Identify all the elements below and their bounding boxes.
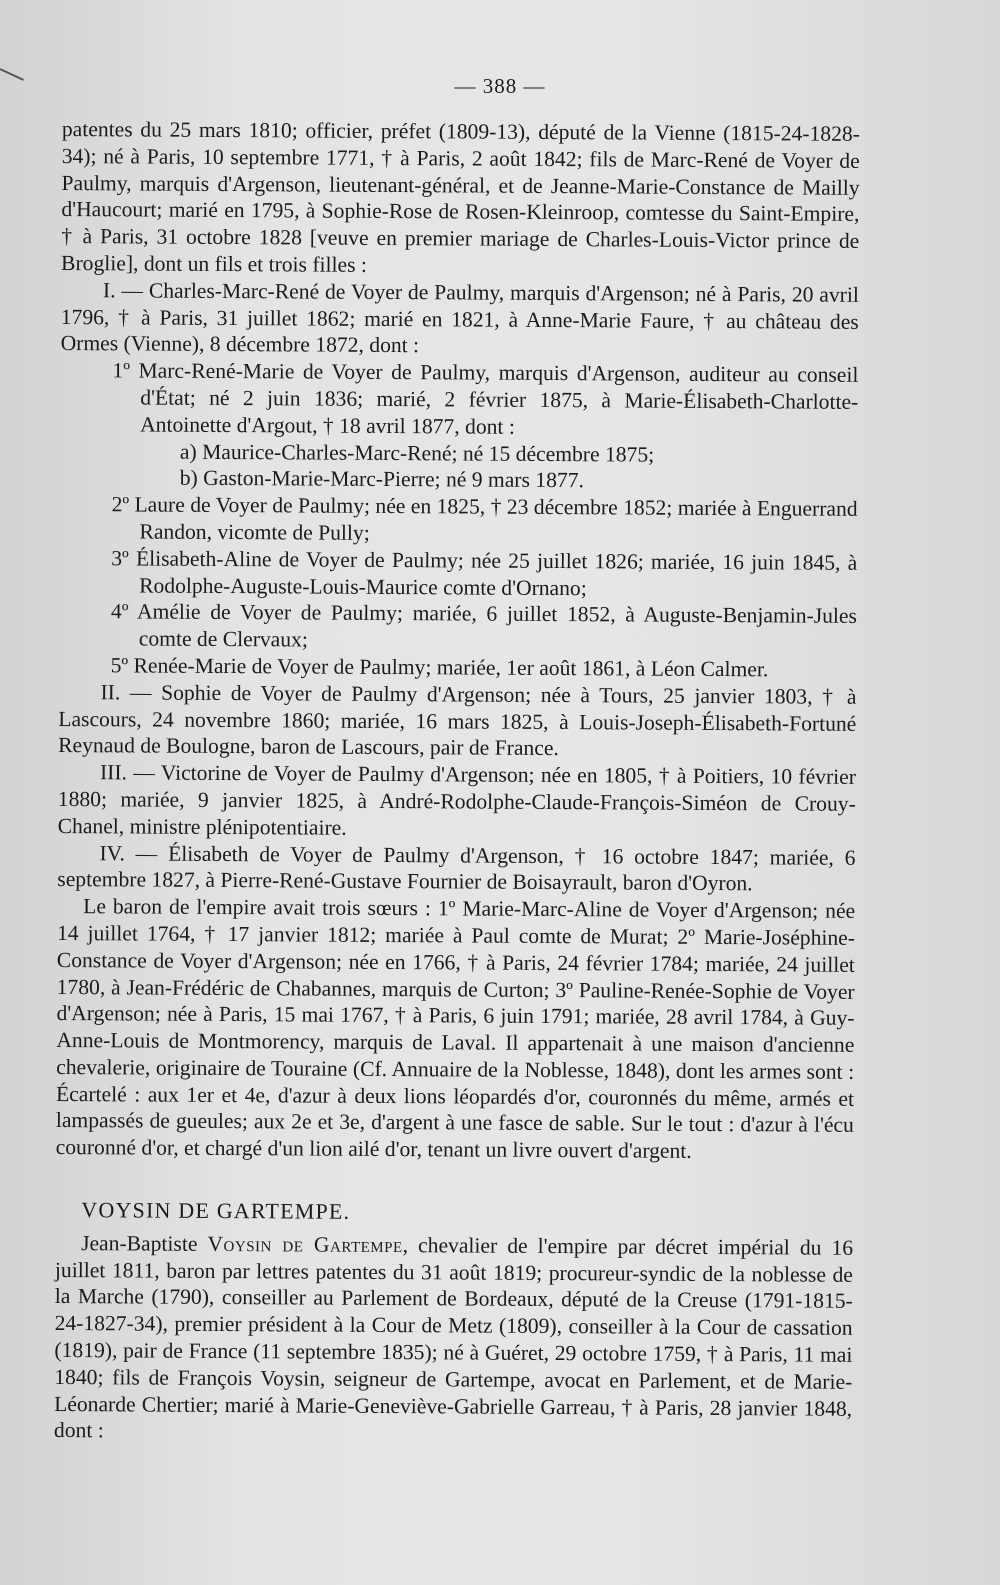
section-paragraph bbox=[54, 1230, 853, 1449]
entry-grandchild-b: b) Gaston-Marie-Marc-Pierre; né 9 mars 1877. bbox=[179, 466, 585, 493]
entry-grandchild-a: a) Maurice-Charles-Marc-René; né 15 décembre 1875; bbox=[179, 439, 655, 467]
entry-child-2: 2º Laure de Voyer de Paulmy; née en 1825, † 23 décembre 1852; mariée à Enguerrand Randon, vicomte de Pully; bbox=[111, 492, 858, 545]
entry-daughter-ii: II. — Sophie de Voyer de Paulmy d'Argenson; née à Tours, 25 janvier 1803, † à Lascours, 24 novembre 1860; mariée, 16 mars 1825, à Louis-Joseph-Élisabeth-Fortuné Reynaud de Boulogne, baron de Lascours, pair de France. bbox=[58, 679, 857, 761]
section-rest: , chevalier de l'empire par décret impérial du 16 juillet 1811, baron par lettres patentes du 31 août 1819; procureur-syndic de la noblesse de la Marche (1790), conseiller au Parlement de Bordeaux, député de la Creuse (1791-1815-24-1827-34), premier président à la Cour de Metz (1809), conseiller à la Cour de cassation (1819), pair de France (11 septembre 1835); né à Guéret, 29 octobre 1759, † à Paris, 11 mai 1840; fils de François Voysin, seigneur de Gartempe, avocat en Parlement, et de Marie-Léonarde Chertier; marié à Marie-Geneviève-Gabrielle Garreau, † à Paris, 28 janvier 1848, dont : bbox=[53, 1232, 854, 1443]
section-lead: Jean-Baptiste bbox=[81, 1231, 208, 1256]
continued-paragraph: patentes du 25 mars 1810; officier, préfet (1809-13), député de la Vienne (1815-24-1828-34); né à Paris, 10 septembre 1771, † à Paris, 2 août 1842; fils de Marc-René de Voyer de Paulmy, marquis d'Argenson, lieutenant-général, et de Jeanne-Marie-Constance de Mailly d'Haucourt; marié en 1795, à Sophie-Rose de Rosen-Kleinroop, comtesse du Saint-Empire, † à Paris, 31 octobre 1828 [veuve en premier mariage de Charles-Louis-Victor prince de Broglie], dont un fils et trois filles : bbox=[61, 116, 860, 277]
entry-child-1: 1º Marc-René-Marie de Voyer de Paulmy, marquis d'Argenson, auditeur au conseil d'État; né 2 juin 1836; marié, 2 février 1875, à Marie-Élisabeth-Charlotte-Antoinette d'Argout, † 18 avril 1877, dont : bbox=[112, 358, 859, 439]
page-body bbox=[54, 116, 860, 1449]
entry-child-4: 4º Amélie de Voyer de Paulmy; mariée, 6 juillet 1852, à Auguste-Benjamin-Jules comte de Clervaux; bbox=[110, 599, 858, 652]
entry-daughter-iii: III. — Victorine de Voyer de Paulmy d'Argenson; née en 1805, † à Poitiers, 10 février 1880; mariée, 9 janvier 1825, à André-Rodolphe-Claude-François-Siméon de Crouy-Chanel, ministre plénipotentiaire. bbox=[57, 760, 857, 840]
section-title: VOYSIN DE GARTEMPE. bbox=[81, 1197, 351, 1224]
section-name: Voysin de Gartempe bbox=[207, 1231, 403, 1257]
entry-child-5: 5º Renée-Marie de Voyer de Paulmy; mariée, 1er août 1861, à Léon Calmer. bbox=[110, 653, 769, 682]
entry-son-i: I. — Charles-Marc-René de Voyer de Paulmy, marquis d'Argenson; né à Paris, 20 avril 1796, † à Paris, 31 juillet 1862; marié en 1821, à Anne-Marie Faure, † au château des Ormes (Vienne), 8 décembre 1872, dont : bbox=[60, 278, 859, 358]
sisters-paragraph: Le baron de l'empire avait trois sœurs : 1º Marie-Marc-Aline de Voyer d'Argenson; née 14 juillet 1764, † 17 janvier 1812; mariée à Paul comte de Murat; 2º Marie-Joséphine-Constance de Voyer d'Argenson; née en 1766, † à Paris, 24 février 1784; mariée, 24 juillet 1780, à Jean-Frédéric de Chabannes, marquis de Curton; 3º Pauline-Renée-Sophie de Voyer d'Argenson; née à Paris, 15 mai 1767, † à Paris, 6 juin 1791; mariée, 28 avril 1784, à Guy-Anne-Louis de Montmorency, marquis de Laval. Il appartenait à une maison d'ancienne chevalerie, originaire de Touraine (Cf. Annuaire de la Noblesse, 1848), dont les armes sont : Écartelé : aux 1er et 4e, d'azur à deux lions léopardés d'or, couronnés du même, armés et lampassés de gueules; aux 2e et 3e, d'argent à une fasce de sable. Sur le tout : d'azur à l'écu couronné d'or, et chargé d'un lion ailé d'or, tenant un livre ouvert d'argent. bbox=[55, 894, 856, 1164]
entry-child-3: 3º Élisabeth-Aline de Voyer de Paulmy; née 25 juillet 1826; mariée, 16 juin 1845, à Rodolphe-Auguste-Louis-Maurice comte d'Ornano; bbox=[111, 546, 858, 600]
page-number: — 388 — bbox=[454, 74, 546, 98]
entry-daughter-iv: IV. — Élisabeth de Voyer de Paulmy d'Argenson, † 16 octobre 1847; mariée, 6 septembre 1827, à Pierre-René-Gustave Fournier de Boisayrault, baron d'Oyron. bbox=[57, 840, 856, 896]
